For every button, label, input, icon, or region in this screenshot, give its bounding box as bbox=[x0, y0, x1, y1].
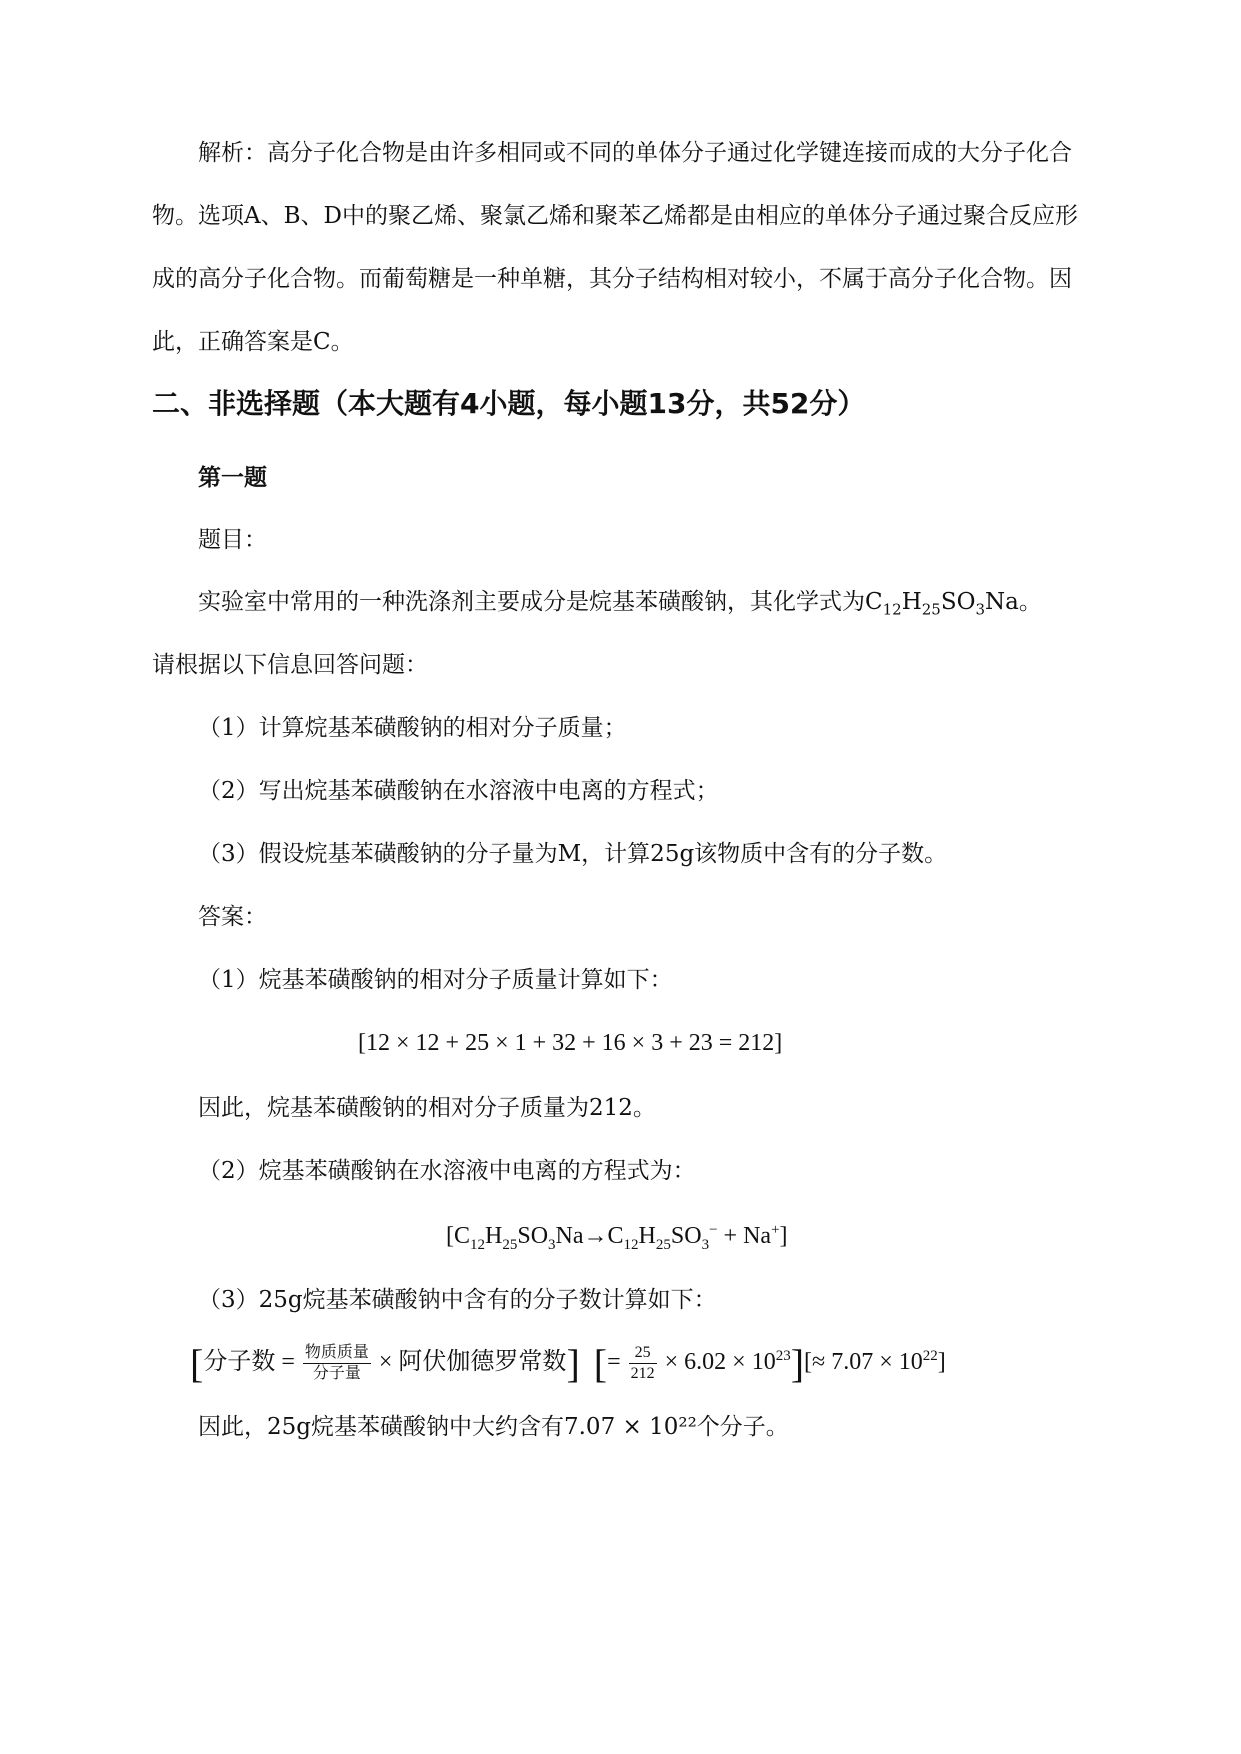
question-stem-line2: 请根据以下信息回答问题： bbox=[152, 652, 428, 678]
answer-3-intro: （3）25g烷基苯磺酸钠中含有的分子数计算如下： bbox=[198, 1287, 717, 1313]
prompt-label: 题目： bbox=[198, 527, 267, 553]
answer-label: 答案： bbox=[198, 904, 267, 930]
answer-1-intro: （1）烷基苯磺酸钠的相对分子质量计算如下： bbox=[198, 967, 673, 993]
fraction-25-over-212: $\frac{25}{212}$ bbox=[630, 1344, 655, 1382]
ionization-equation: $[C_{12}H_{25}SO_3Na\to C_{12}H_{25}SO_3^- + Na^+]$ bbox=[446, 1222, 788, 1253]
question-stem: 实验室中常用的一种洗涤剂主要成分是烷基苯磺酸钠，其化学式为$C_{12}H_{25}SO_3Na$。 bbox=[198, 589, 1042, 619]
sub-question-3: （3）假设烷基苯磺酸钠的分子量为M，计算25g该物质中含有的分子数。 bbox=[198, 841, 948, 867]
sub-question-2: （2）写出烷基苯磺酸钠在水溶液中电离的方程式； bbox=[198, 778, 719, 804]
answer-1-result: 因此，烷基苯磺酸钠的相对分子质量为212。 bbox=[198, 1095, 656, 1121]
section-title: 二、非选择题（本大题有4小题，每小题13分，共52分） bbox=[152, 387, 866, 420]
answer-2-intro: （2）烷基苯磺酸钠在水溶液中电离的方程式为： bbox=[198, 1158, 696, 1184]
analysis-paragraph: 解析：高分子化合物是由许多相同或不同的单体分子通过化学键连接而成的大分子化合物。选项A、B、D中的聚乙烯、聚氯乙烯和聚苯乙烯都是由相应的单体分子通过聚合反应形成的高分子化合物。而葡萄糖是一种单糖，其分子结构相对较小，不属于高分子化合物。因此，正确答案是C。 bbox=[152, 140, 1078, 355]
answer-3-formula: [分子数 = $\frac{\text{物质质量}}{\text{分子量}}$ × 阿伏伽德罗常数] [= $\frac{25}{212}$ × $6.02 \times 10^{23}][\approx 7.07 \times 10^{22}]$ bbox=[190, 1341, 946, 1386]
question-title: 第一题 bbox=[198, 465, 267, 491]
fraction-mass-over-molar: $\frac{\text{物质质量}}{\text{分子量}}$ bbox=[304, 1344, 369, 1382]
chemical-formula: $C_{12}H_{25}SO_3Na$ bbox=[865, 589, 1019, 619]
answer-1-formula: [12 × 12 + 25 × 1 + 32 + 16 × 3 + 23 = 212] bbox=[358, 1030, 783, 1056]
answer-3-result: 因此，25g烷基苯磺酸钠中大约含有7.07 × 10²²个分子。 bbox=[198, 1414, 789, 1440]
sub-question-1: （1）计算烷基苯磺酸钠的相对分子质量； bbox=[198, 715, 627, 741]
